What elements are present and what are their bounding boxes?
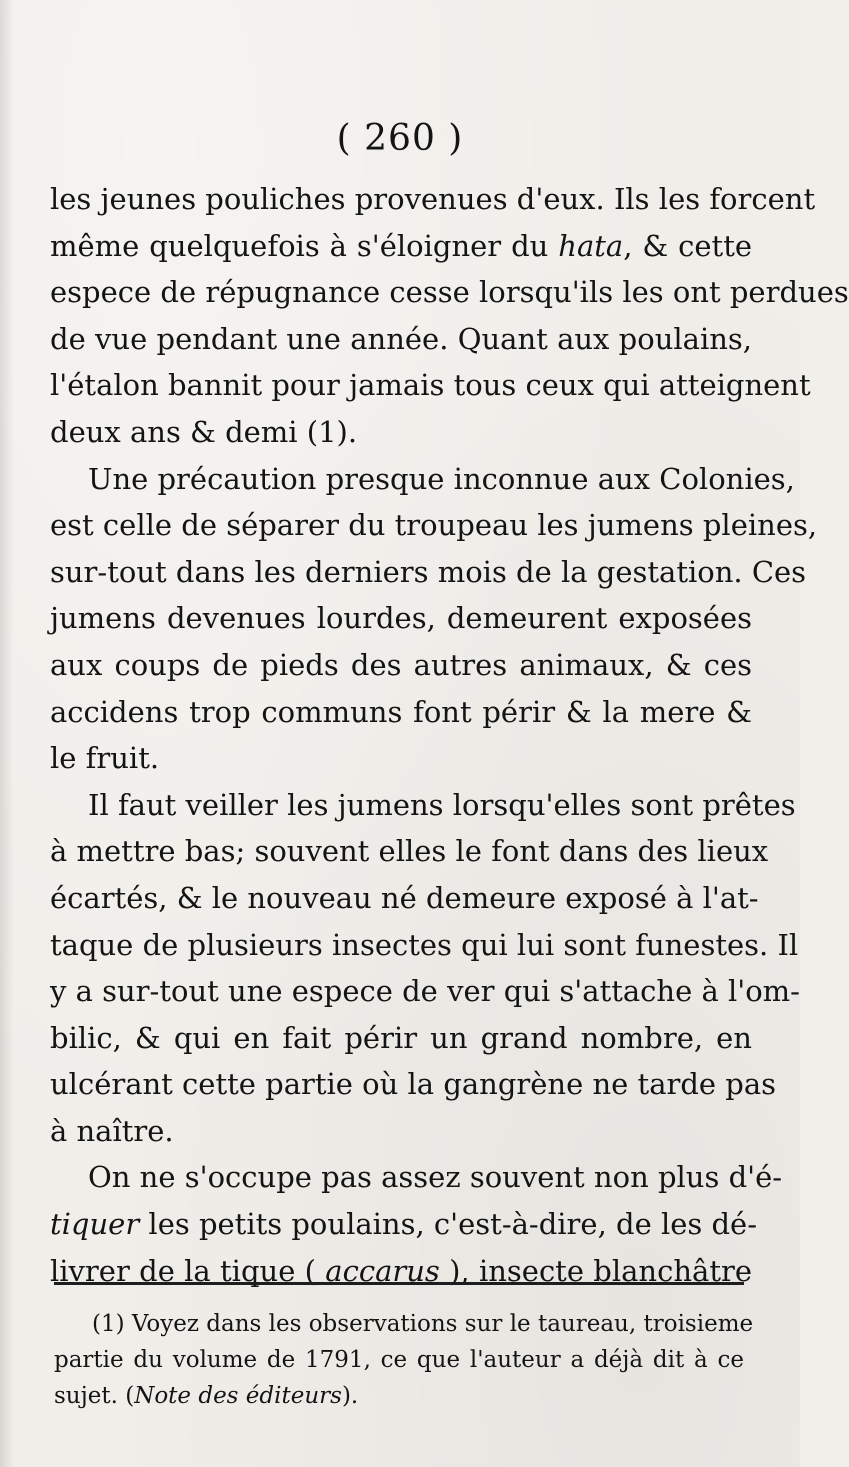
text-line: accidens trop communs font périr & la mere & bbox=[50, 694, 752, 729]
footnote-line: (1) Voyez dans les observations sur le taureau, troisieme bbox=[92, 1311, 754, 1337]
text-line: bilic, & qui en fait périr un grand nombre, en bbox=[50, 1020, 752, 1055]
text-line: même quelquefois à s'éloigner du hata, & cette bbox=[50, 228, 753, 263]
text-line: le fruit. bbox=[50, 741, 160, 776]
text-line: y a sur-tout une espece de ver qui s'attache à l'om- bbox=[50, 974, 800, 1009]
paragraph bbox=[50, 456, 818, 782]
text-line: jumens devenues lourdes, demeurent exposées bbox=[50, 601, 752, 636]
paragraph bbox=[50, 1154, 783, 1294]
text-line: On ne s'occupe pas assez souvent non plus d'é- bbox=[88, 1160, 783, 1195]
text-line: écartés, & le nouveau né demeure exposé à l'at- bbox=[50, 880, 759, 915]
text-line: l'étalon bannit pour jamais tous ceux qui atteignent bbox=[50, 368, 811, 403]
text-line: espece de répugnance cesse lorsqu'ils les ont perdues bbox=[50, 275, 849, 310]
footnote-rule bbox=[54, 1282, 744, 1285]
text-line: ulcérant cette partie où la gangrène ne tarde pas bbox=[50, 1067, 777, 1102]
footnote-line: partie du volume de 1791, ce que l'auteur a déjà dit à ce bbox=[54, 1347, 744, 1373]
text-line: est celle de séparer du troupeau les jumens pleines, bbox=[50, 508, 818, 543]
text-line: Il faut veiller les jumens lorsqu'elles sont prêtes bbox=[88, 787, 796, 822]
page-gutter-shadow bbox=[0, 0, 14, 1467]
footnote-line: sujet. (Note des éditeurs). bbox=[54, 1383, 359, 1409]
text-line: livrer de la tique ( accarus ), insecte blanchâtre bbox=[50, 1253, 752, 1288]
page-number: ( 260 ) bbox=[336, 118, 464, 159]
text-line: sur-tout dans les derniers mois de la gestation. Ces bbox=[50, 554, 807, 589]
text-line: deux ans & demi (1). bbox=[50, 414, 358, 449]
text-line: taque de plusieurs insectes qui lui sont funestes. Il bbox=[50, 927, 799, 962]
paragraph bbox=[50, 782, 800, 1155]
text-line: Une précaution presque inconnue aux Colonies, bbox=[88, 461, 795, 496]
text-line: tiquer les petits poulains, c'est-à-dire, de les dé- bbox=[50, 1207, 758, 1242]
footnote bbox=[54, 1306, 754, 1414]
text-line: à naître. bbox=[50, 1113, 174, 1148]
paragraph bbox=[50, 176, 849, 456]
body-text bbox=[50, 176, 849, 1294]
text-line: de vue pendant une année. Quant aux poulains, bbox=[50, 321, 752, 356]
text-line: à mettre bas; souvent elles le font dans des lieux bbox=[50, 834, 769, 869]
text-line: les jeunes pouliches provenues d'eux. Ils les forcent bbox=[50, 182, 816, 216]
text-line: aux coups de pieds des autres animaux, & ces bbox=[50, 647, 752, 682]
